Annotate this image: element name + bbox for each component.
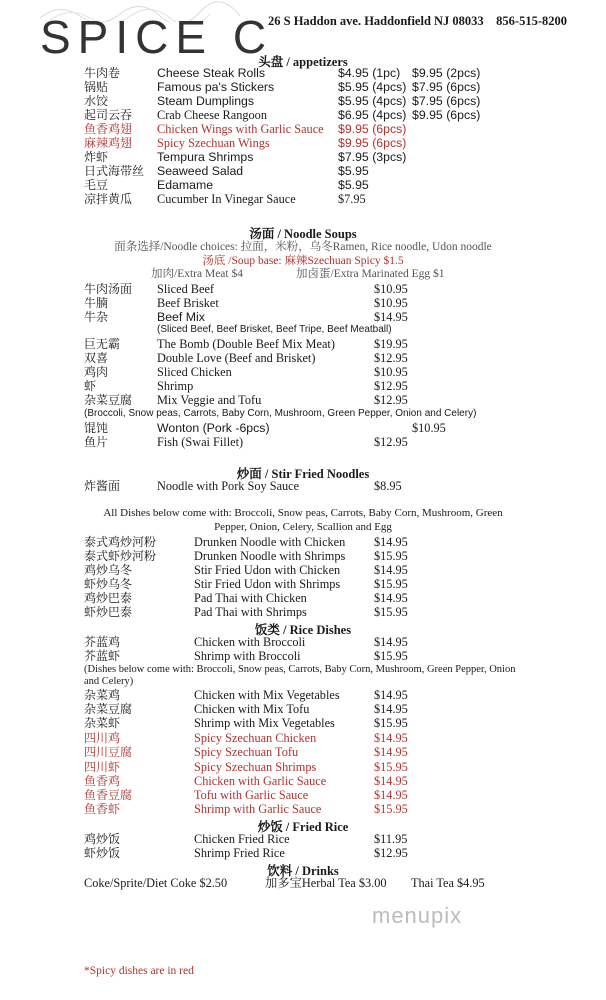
item-name: Chicken with Mix Vegetables [194, 688, 340, 702]
stir-fried-note-line2: Pepper, Onion, Celery, Scallion and Egg [214, 521, 392, 533]
item-zh: 炸酱面 [84, 479, 121, 493]
item-name: Spicy Szechuan Tofu [194, 745, 299, 759]
item-name: Chicken with Mix Tofu [194, 702, 310, 716]
item-name: Sliced Beef [157, 282, 215, 296]
item-price: $5.95 [338, 164, 369, 178]
item-name: Shrimp [157, 379, 194, 393]
item-price: $12.95 [374, 435, 408, 449]
item-price: $5.95 (4pcs) [338, 80, 407, 94]
item-name: Chicken Wings with Garlic Sauce [157, 122, 324, 136]
menu-item [0, 108, 606, 122]
menu-item [0, 577, 606, 591]
menu-item [0, 282, 606, 296]
item-zh: 杂菜鸡 [84, 688, 121, 702]
menupix-watermark: menupix [372, 903, 463, 928]
item-price: $14.95 [374, 563, 408, 577]
item-name: Chicken Fried Rice [194, 832, 290, 846]
item-zh: 牛杂 [84, 310, 109, 324]
item-zh: 鱼香虾 [84, 802, 121, 816]
item-zh: 馄饨 [84, 421, 109, 435]
item-name: Shrimp with Garlic Sauce [194, 802, 322, 816]
item-price: $7.95 (3pcs) [338, 150, 407, 164]
item-zh: 双喜 [84, 351, 109, 365]
menu-item [0, 365, 606, 379]
item-price: $7.95 [338, 192, 366, 206]
item-price: $10.95 [374, 365, 408, 379]
item-price: $19.95 [374, 337, 408, 351]
menu-item [0, 635, 606, 649]
item-zh: 毛豆 [84, 178, 109, 192]
menu-item [0, 479, 606, 493]
item-price: $11.95 [374, 832, 408, 846]
menu-item [0, 393, 606, 407]
item-zh: 鸡肉 [84, 365, 109, 379]
item-price: $10.95 [374, 282, 408, 296]
menu-item-spicy [0, 122, 606, 136]
item-price: $14.95 [374, 774, 408, 788]
item-price: $15.95 [374, 802, 408, 816]
menu-item [0, 379, 606, 393]
item-name: Chicken with Broccoli [194, 635, 306, 649]
header-contact [268, 14, 567, 29]
item-price: $12.95 [374, 393, 408, 407]
item-zh: 日式海带丝 [84, 164, 145, 178]
phone-number[interactable]: 856-515-8200 [496, 14, 567, 28]
menu-item-spicy [0, 745, 606, 759]
menu-item [0, 832, 606, 846]
item-name: Drunken Noodle with Chicken [194, 535, 346, 549]
item-name: Tempura Shrimps [157, 150, 254, 164]
item-price: $4.95 (1pc) [338, 66, 401, 80]
item-name: Pad Thai with Shrimps [194, 605, 307, 619]
item-price: $14.95 [374, 731, 408, 745]
item-name: Shrimp with Broccoli [194, 649, 301, 663]
item-zh: 杂菜虾 [84, 716, 121, 730]
item-zh: 锅贴 [84, 80, 109, 94]
item-price: $6.95 (4pcs) [338, 108, 407, 122]
menu-item [0, 535, 606, 549]
menu-item [0, 549, 606, 563]
item-zh: 麻辣鸡翅 [84, 136, 133, 150]
item-zh: 鱼片 [84, 435, 109, 449]
item-price: $8.95 [374, 479, 402, 493]
item-zh: 虾炒巴泰 [84, 605, 133, 619]
item-name: Fish (Swai Fillet) [157, 435, 244, 449]
item-price: $15.95 [374, 577, 408, 591]
item-zh: 鸡炒饭 [84, 832, 121, 846]
item-zh: 牛肉汤面 [84, 282, 133, 296]
menu-item [0, 716, 606, 730]
item-zh: 鱼香豆腐 [84, 788, 133, 802]
item-name: Steam Dumplings [157, 94, 255, 108]
menu-item [0, 192, 606, 206]
item-price: $15.95 [374, 649, 408, 663]
item-name: Spicy Szechuan Shrimps [194, 760, 317, 774]
item-price: $10.95 [412, 421, 446, 435]
item-zh: 炸虾 [84, 150, 109, 164]
item-price: $14.95 [374, 688, 408, 702]
item-zh: 杂菜豆腐 [84, 702, 133, 716]
rice-note-line2: and Celery) [84, 676, 134, 687]
item-name: Chicken with Garlic Sauce [194, 774, 327, 788]
item-name: Spicy Szechuan Chicken [194, 731, 317, 745]
menu-item [0, 164, 606, 178]
item-name: Cucumber In Vinegar Sauce [157, 192, 296, 206]
item-zh: 鱼香鸡翅 [84, 122, 133, 136]
menu-item [0, 351, 606, 365]
item-price: $15.95 [374, 605, 408, 619]
item-name: Shrimp Fried Rice [194, 846, 285, 860]
item-price-2: $9.95 (6pcs) [412, 108, 481, 122]
item-name: Pad Thai with Chicken [194, 591, 307, 605]
menu-item [0, 702, 606, 716]
item-price: $5.95 (4pcs) [338, 94, 407, 108]
item-name: Tofu with Garlic Sauce [194, 788, 309, 802]
soup-base: 汤底 /Soup base: 麻辣Szechuan Spicy $1.5 [202, 255, 404, 267]
drink-coke: Coke/Sprite/Diet Coke $2.50 [84, 876, 228, 890]
item-price: $15.95 [374, 760, 408, 774]
item-name: Mix Veggie and Tofu [157, 393, 262, 407]
item-zh: 泰式鸡炒河粉 [84, 535, 157, 549]
menu-item-spicy [0, 788, 606, 802]
item-name: Stir Fried Udon with Shrimps [194, 577, 341, 591]
item-zh: 牛腩 [84, 296, 109, 310]
menu-item [0, 66, 606, 80]
menu-item [0, 94, 606, 108]
item-price: $10.95 [374, 296, 408, 310]
menu-item [0, 337, 606, 351]
item-price: $14.95 [374, 310, 408, 324]
drink-herbal-tea: 加多宝Herbal Tea $3.00 [265, 876, 387, 890]
menu-item-spicy [0, 731, 606, 745]
item-price: $9.95 (6pcs) [338, 136, 407, 150]
item-price: $9.95 (6pcs) [338, 122, 407, 136]
menu-item [0, 296, 606, 310]
item-name: Crab Cheese Rangoon [157, 108, 267, 122]
extra-meat: 加肉/Extra Meat $4 [151, 268, 243, 280]
menu-item [0, 563, 606, 577]
menu-item [0, 310, 606, 324]
restaurant-logo: SPICE C [40, 11, 274, 63]
extra-egg: 加卤蛋/Extra Marinated Egg $1 [296, 268, 445, 280]
item-price-2: $9.95 (2pcs) [412, 66, 481, 80]
item-zh: 凉拌黄瓜 [84, 192, 133, 206]
item-price: $14.95 [374, 745, 408, 759]
item-price: $14.95 [374, 535, 408, 549]
menu-item [0, 591, 606, 605]
item-zh: 四川豆腐 [84, 745, 133, 759]
menu-item [0, 178, 606, 192]
item-zh: 鸡炒乌冬 [84, 563, 133, 577]
item-zh: 鱼香鸡 [84, 774, 121, 788]
menu-item [0, 421, 606, 435]
item-price: $14.95 [374, 635, 408, 649]
noodle-choices: 面条选择/Noodle choices: 拉面，米粉，乌冬Ramen, Rice noodle, Udon noodle [114, 241, 492, 253]
item-zh: 虾 [84, 379, 97, 393]
item-zh: 四川鸡 [84, 731, 121, 745]
address: 26 S Haddon ave. Haddonfield NJ 08033 [268, 14, 484, 28]
section-title-drinks: 饮料 / Drinks [267, 864, 339, 878]
item-price: $12.95 [374, 379, 408, 393]
menu-item [0, 435, 606, 449]
menu-item-spicy [0, 760, 606, 774]
item-name: Spicy Szechuan Wings [157, 136, 270, 150]
item-name: Double Love (Beef and Brisket) [157, 351, 316, 365]
item-name: Edamame [157, 178, 214, 192]
item-zh: 鸡炒巴泰 [84, 591, 133, 605]
item-zh: 泰式虾炒河粉 [84, 549, 157, 563]
section-title-appetizers: 头盘 / appetizers [258, 55, 348, 69]
menu-item [0, 80, 606, 94]
stir-fried-note-line1: All Dishes below come with: Broccoli, Snow peas, Carrots, Baby Corn, Mushroom, Green [103, 507, 503, 519]
menu-item [0, 649, 606, 663]
section-title-stir-fried-noodles: 炒面 / Stir Fried Noodles [236, 467, 370, 481]
item-zh: 虾炒饭 [84, 846, 121, 860]
beef-mix-note: (Sliced Beef, Beef Brisket, Beef Tripe, Beef Meatball) [157, 324, 392, 335]
veggie-note: (Broccoli, Snow peas, Carrots, Baby Corn, Mushroom, Green Pepper, Onion and Celery) [84, 408, 477, 419]
item-name: Beef Mix [157, 310, 205, 324]
menu-item [0, 605, 606, 619]
item-price: $12.95 [374, 351, 408, 365]
section-title-fried-rice: 炒饭 / Fried Rice [257, 820, 349, 834]
item-name: Shrimp with Mix Vegetables [194, 716, 335, 730]
item-name: Drunken Noodle with Shrimps [194, 549, 346, 563]
spicy-footnote: *Spicy dishes are in red [84, 965, 194, 977]
item-name: Wonton (Pork -6pcs) [157, 421, 270, 435]
item-zh: 杂菜豆腐 [84, 393, 133, 407]
item-price-2: $7.95 (6pcs) [412, 94, 481, 108]
item-price: $15.95 [374, 549, 408, 563]
item-price: $15.95 [374, 716, 408, 730]
menu-item-spicy [0, 774, 606, 788]
item-price: $12.95 [374, 846, 408, 860]
item-zh: 巨无霸 [84, 337, 121, 351]
item-zh: 四川虾 [84, 760, 121, 774]
section-title-noodle-soups: 汤面 / Noodle Soups [249, 227, 357, 241]
menu-item-spicy [0, 136, 606, 150]
rice-note-line1: (Dishes below come with: Broccoli, Snow peas, Carrots, Baby Corn, Mushroom, Green Pepper, Onion [84, 664, 516, 675]
menu-item [0, 150, 606, 164]
item-zh: 芥蓝鸡 [84, 635, 121, 649]
item-price: $14.95 [374, 591, 408, 605]
item-zh: 牛肉卷 [84, 66, 121, 80]
item-name: Seaweed Salad [157, 164, 244, 178]
drink-thai-tea: Thai Tea $4.95 [411, 876, 485, 890]
item-name: Cheese Steak Rolls [157, 66, 265, 80]
menu-item-spicy [0, 802, 606, 816]
item-name: Noodle with Pork Soy Sauce [157, 479, 300, 493]
item-name: The Bomb (Double Beef Mix Meat) [157, 337, 335, 351]
item-price: $5.95 [338, 178, 369, 192]
item-zh: 虾炒乌冬 [84, 577, 133, 591]
item-zh: 水饺 [84, 94, 109, 108]
item-zh: 起司云吞 [84, 108, 133, 122]
item-price: $14.95 [374, 702, 408, 716]
menu-item [0, 846, 606, 860]
item-price-2: $7.95 (6pcs) [412, 80, 481, 94]
item-name: Beef Brisket [157, 296, 219, 310]
menu-item [0, 688, 606, 702]
item-name: Stir Fried Udon with Chicken [194, 563, 341, 577]
item-price: $14.95 [374, 788, 408, 802]
item-zh: 芥蓝虾 [84, 649, 121, 663]
section-title-rice-dishes: 饭类 / Rice Dishes [254, 623, 352, 637]
item-name: Famous pa's Stickers [157, 80, 275, 94]
item-name: Sliced Chicken [157, 365, 232, 379]
